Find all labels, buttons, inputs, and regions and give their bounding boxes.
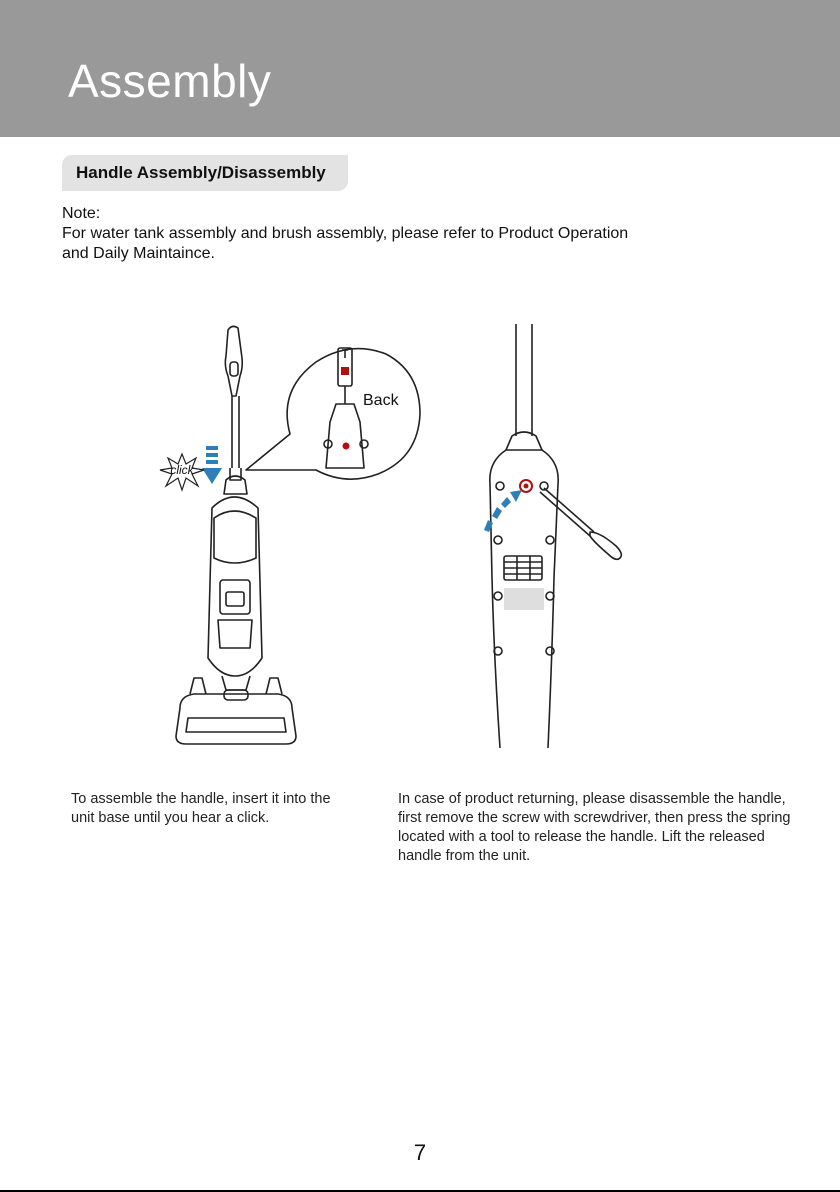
insert-arrow-icon [202,446,222,484]
handle-assembly-illustration [150,318,430,750]
click-label: click [170,463,194,477]
note-block [62,204,782,264]
page-header [0,0,840,137]
label-plate [504,588,544,610]
handle-button [230,362,238,376]
screwdriver [540,488,594,536]
handle-disassembly-illustration [440,318,660,750]
note-line-1: For water tank assembly and brush assembly, please refer to Product Operation [62,225,629,242]
screw-red-detail [343,443,350,450]
note-label: Note: [62,205,101,222]
caption-disassembly: In case of product returning, please disassemble the handle, first remove the screw with screwdriver, then press the spring located with a tool to release the handle. Lift the released handle from the unit. [398,791,791,864]
section-title: Handle Assembly/Disassembly [62,155,348,191]
page-title: Assembly [68,55,272,107]
vacuum-body [208,497,262,676]
page-number: 7 [413,1140,427,1165]
spring-button-red [341,367,349,375]
floor-head [176,694,296,744]
note-line-2: and Daily Maintaince. [62,245,215,262]
caption-assembly: To assemble the handle, insert it into the unit base until you hear a click. [71,791,331,826]
back-label: Back [363,392,399,409]
